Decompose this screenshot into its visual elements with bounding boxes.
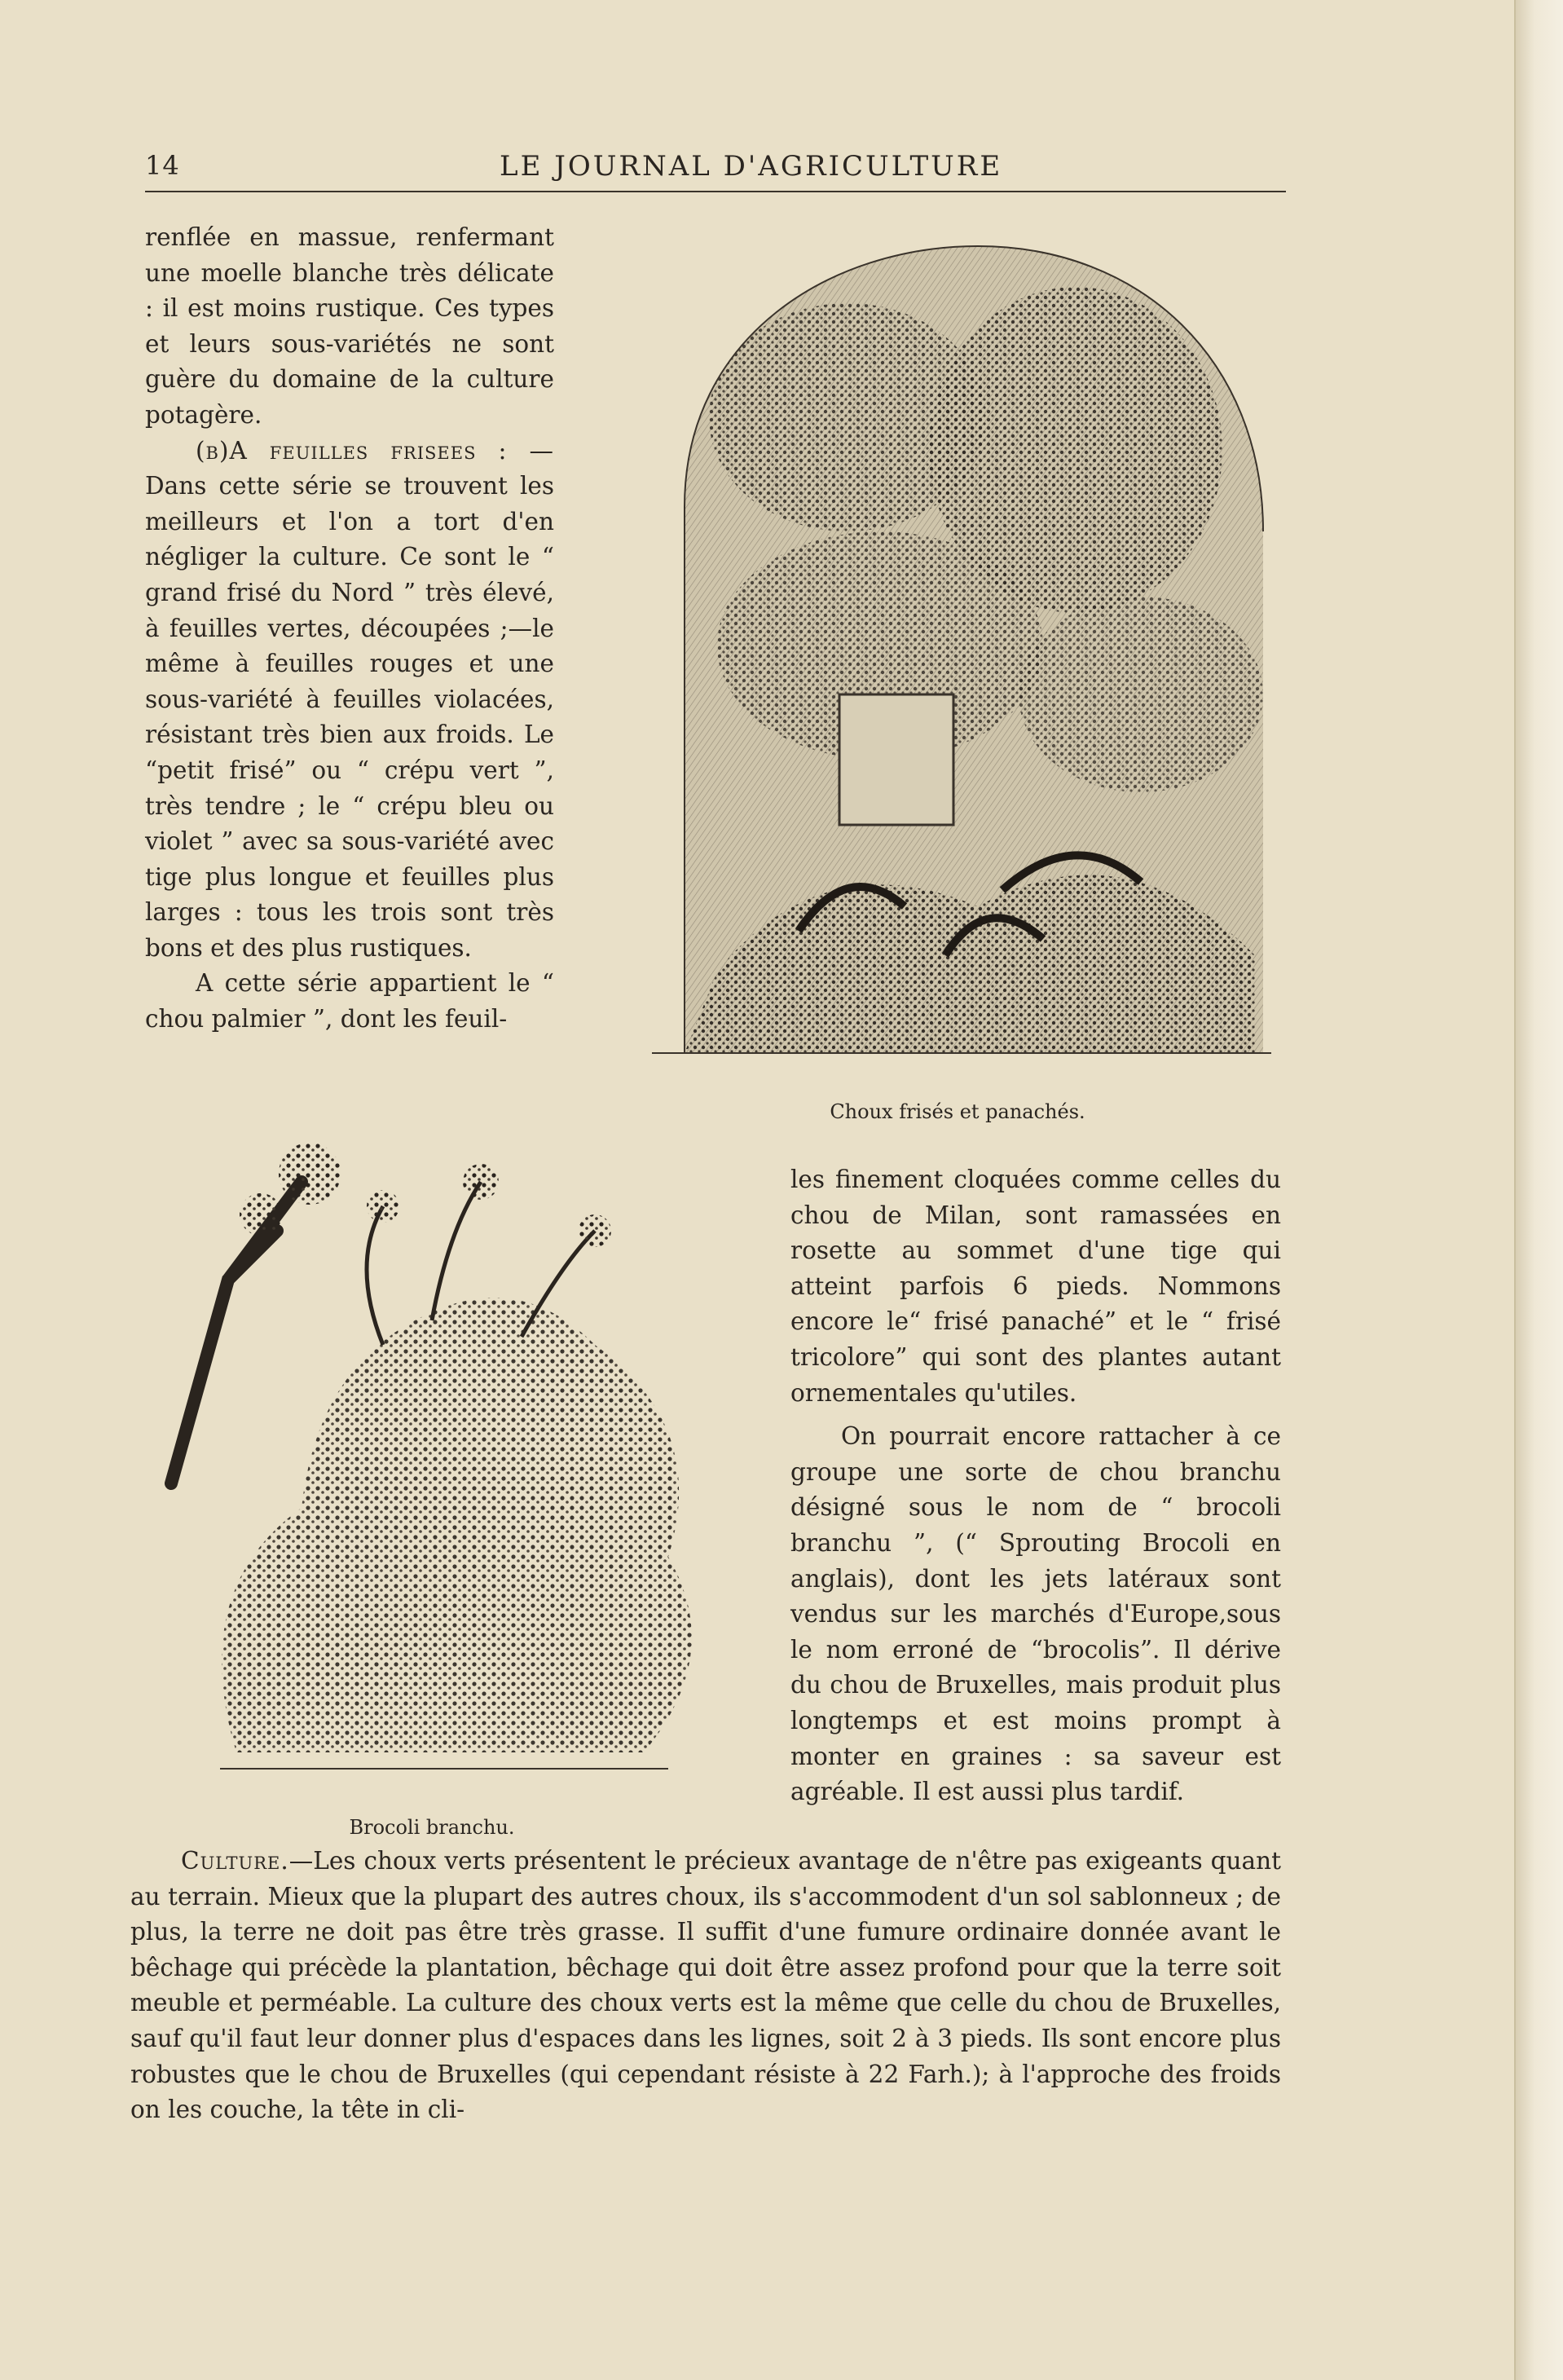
series-label: (b)A feuilles frisees : — (196, 436, 554, 465)
left-paragraph-2-text: Dans cette série se trouvent les meilleurs et l'on a tort d'en négliger la culture. Ce sont le “ grand frisé du Nord ” très élevé, à feuilles vertes, découpées ;—le même à feuilles rouges et une sous-variété à feuilles violacées, résistant très bien aux froids. Le “petit frisé” ou “ crépu vert ”, très tendre ; le “ crépu bleu ou violet ” avec sa sous-variété avec tige plus longue et feuilles plus larges : tous les trois sont très bons et des plus rustiques. (145, 472, 554, 962)
culture-text: —Les choux verts présentent le précieux avantage de n'être pas exigeants quant au terrain. Mieux que la plupart des autres choux, ils s'accommodent d'un sol sablonneux ; de plus, la terre ne doit pas être très grasse. Il suffit d'une fumure ordinaire donnée avant le bêchage qui précède la plantation, bêchage qui doit être assez profond pour que la terre soit meuble et perméable. La culture des choux verts est la même que celle du chou de Bruxelles, sauf qu'il faut leur donner plus d'espaces dans les lignes, soit 2 à 3 pieds. Ils sont encore plus robustes que le chou de Bruxelles (qui cependant résiste à 22 Farh.); à l'approche des froids on les couche, la tête in cli- (130, 1847, 1281, 2124)
left-paragraph-1: renflée en massue, renfermant une moelle blanche très délicate : il est moins rustique. Ces types et leurs sous-variétés ne sont guère du domaine de la culture potagère. (145, 223, 554, 429)
page-number: 14 (145, 150, 180, 181)
right-paragraph-2: On pourrait encore rattacher à ce groupe une sorte de chou branchu désigné sous le nom de “ brocoli branchu ”, (“ Sprouting Brocoli en anglais), dont les jets latéraux sont vendus sur les marchés d'Europe,sous le nom erroné de “brocolis”. Il dérive du chou de Bruxelles, mais produit plus longtemps et est moins prompt à monter en graines : sa saveur est agréable. Il est aussi plus tardif. (790, 1422, 1281, 1806)
left-paragraph-3: A cette série appartient le “ chou palmier ”, dont les feuil- (145, 969, 554, 1034)
left-paragraph-2 (145, 434, 554, 967)
figure-2-caption: Brocoli branchu. (349, 1816, 515, 1839)
header-rule (145, 191, 1286, 192)
right-paragraph-1: les finement cloquées comme celles du chou de Milan, sont ramassées en rosette au sommet d'une tige qui atteint parfois 6 pieds. Nommons encore le“ frisé panaché” et le “ frisé tricolore” qui sont des plantes autant ornementales qu'utiles. (790, 1166, 1281, 1407)
culture-label: Culture. (181, 1847, 289, 1875)
figure-1-caption: Choux frisés et panachés. (830, 1100, 1085, 1123)
running-title: LE JOURNAL D'AGRICULTURE (500, 150, 1003, 183)
culture-section (130, 1844, 1281, 2128)
figure-brocoli-branchu-illustration (139, 1133, 750, 1809)
page-edge (1514, 0, 1563, 2380)
figure-choux-frises-illustration (636, 238, 1279, 1094)
culture-paragraph (130, 1844, 1281, 2128)
left-column (145, 220, 554, 1038)
page-header (145, 147, 1286, 189)
right-column (790, 1162, 1281, 1810)
